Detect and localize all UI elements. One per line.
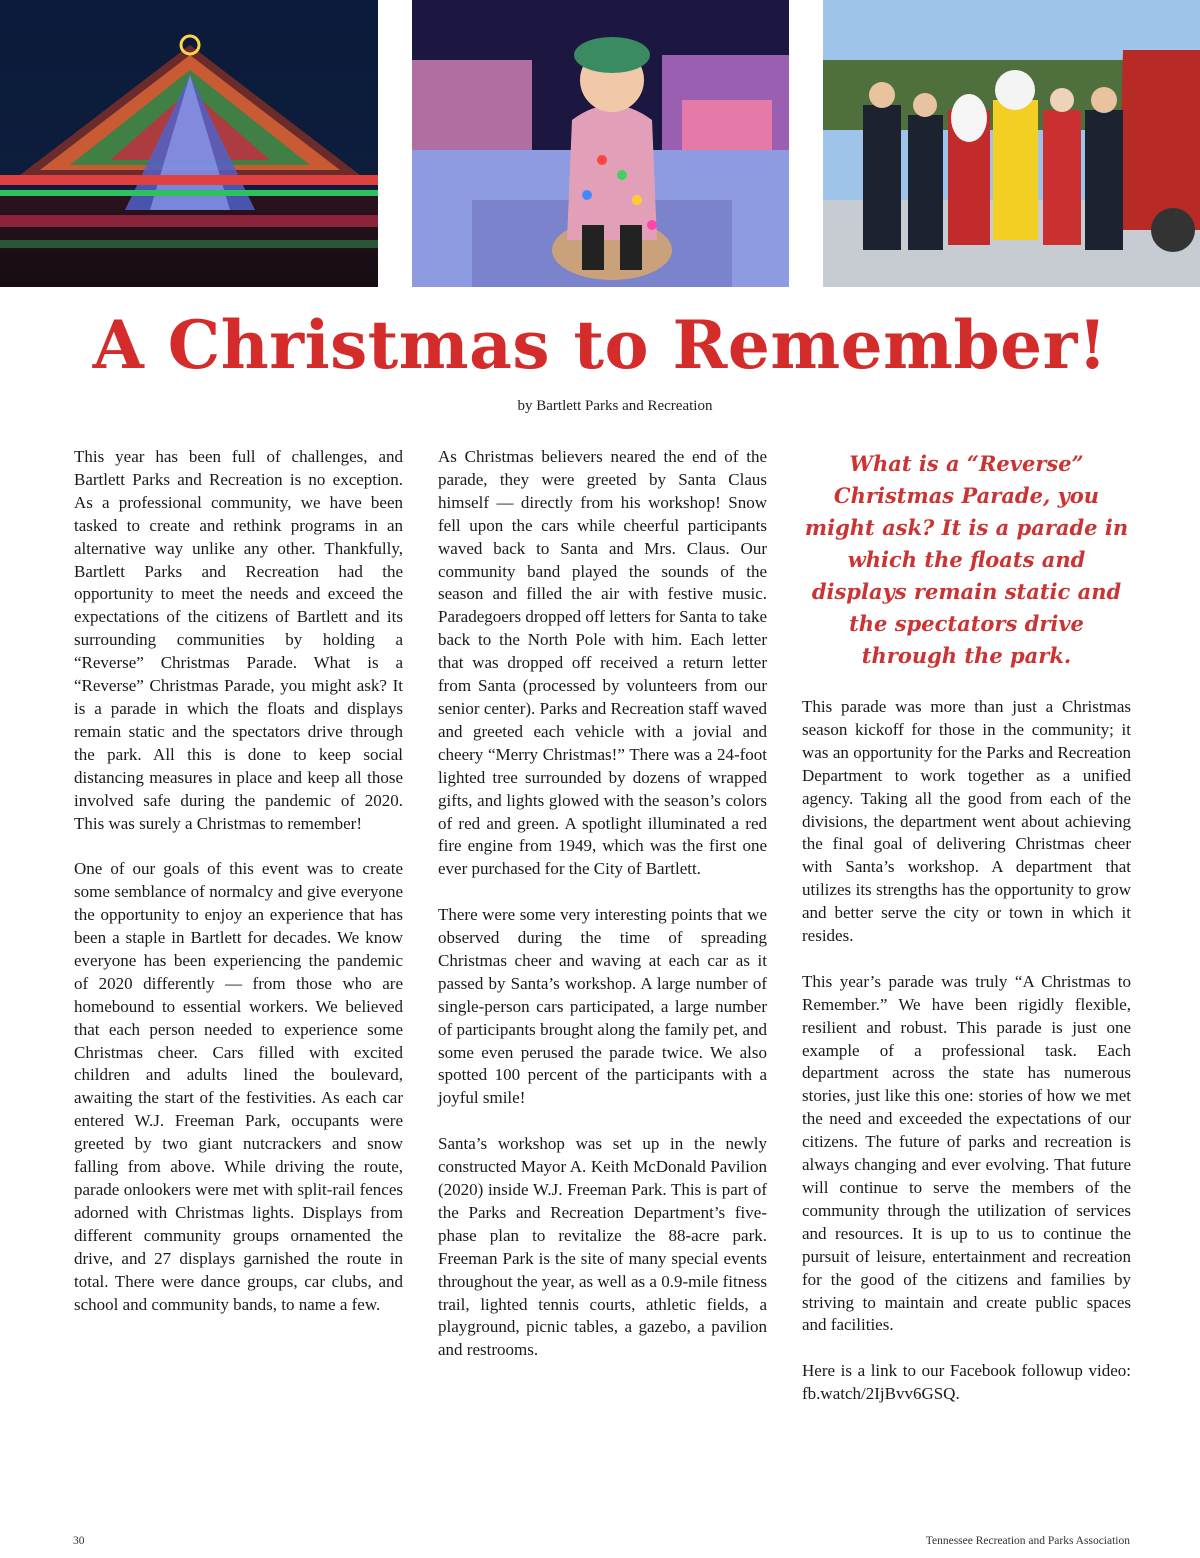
paragraph: This parade was more than just a Christmas season kickoff for those in the community; it was an opportunity for the Parks and Recreation Department to work together as a unified agency. Taking all the good from each of the divisions, the department went about achieving the final goal of delivering Christmas cheer with Santa’s workshop. A department that utilizes its strengths has the opportunity to grow and better serve the city or town in which it resides. xyxy=(802,697,1131,946)
article-column-1 xyxy=(74,446,403,1339)
paragraph: Santa’s workshop was set up in the newly constructed Mayor A. Keith McDonald Pavilion (2020) inside W.J. Freeman Park. This is part of the Parks and Recreation Department’s five-phase plan to revitalize the 88-acre park. Freeman Park is the site of many special events throughout the year, as well as a 0.9-mile fitness trail, lighted tennis courts, athletic fields, a playground, picnic tables, a gazebo, a pavilion and restrooms. xyxy=(438,1134,767,1360)
paragraph: One of our goals of this event was to create some semblance of normalcy and give everyone the opportunity to enjoy an experience that has been a staple in Bartlett for decades. We know everyone has been experiencing the pandemic of 2020 differently — from those who are homebound to essential workers. We believed that each person needed to experience some Christmas cheer. Cars filled with excited children and adults lined the boulevard, awaiting the start of the festivities. As each car entered W.J. Freeman Park, occupants were greeted by two giant nutcrackers and snow falling from above. While driving the route, parade onlookers were met with split-rail fences adorned with Christmas lights. Displays from different community groups ornamented the drive, and 27 displays garnished the route in total. There were dance groups, car clubs, and school and community bands, to name a few. xyxy=(74,859,403,1314)
publication-name: Tennessee Recreation and Parks Association xyxy=(925,1535,1130,1547)
santa-and-firefighters-photo xyxy=(823,0,1200,287)
article-column-2 xyxy=(438,446,767,1385)
paragraph: As Christmas believers neared the end of the parade, they were greeted by Santa Claus himself — directly from his workshop! Snow fell upon the cars while cheerful participants waved back to Santa and Mrs. Claus. Our community band played the sounds of the season and filled the air with festive music. Paradegoers dropped off letters for Santa to take back to the North Pole with him. Each letter that was dropped off received a return letter from Santa (processed by volunteers from our senior center). Parks and Recreation staff waved and greeted each vehicle with a jovial and cheery “Merry Christmas!” There was a 24-foot lighted tree surrounded by dozens of wrapped gifts, and lights glowed with the season’s colors of red and green. A spotlight illuminated a red fire engine from 1949, which was the first one ever purchased for the City of Bartlett. xyxy=(438,447,767,879)
pavilion-lights-photo xyxy=(0,0,378,287)
pull-quote: What is a “Reverse” Christmas Parade, you might ask? It is a parade in which the floats and displays remain static and the spectators drive through the park. xyxy=(804,451,1129,668)
page-number: 30 xyxy=(73,1535,85,1547)
paragraph: There were some very interesting points that we observed during the time of spreading Christmas cheer and waving at each car as it passed by Santa’s workshop. A large number of single-person cars participated, a large number of participants brought along the family pet, and some even perused the parade twice. We also spotted 100 percent of the participants with a joyful smile! xyxy=(438,905,767,1108)
paragraph: Here is a link to our Facebook followup video: fb.watch/2IjBvv6GSQ. xyxy=(802,1361,1131,1404)
paragraph: This year’s parade was truly “A Christmas to Remember.” We have been rigidly flexible, resilient and robust. This parade is just one example of a professional task. Each department across the state has numerous stories, just like this one: stories of how we met the need and exceeded the expectations of our citizens. The future of parks and recreation is always changing and ever evolving. That future will continue to serve the members of the community through the utilization of services and resources. It is up to us to continue the pursuit of leisure, entertainment and recreation for the good of the citizens and families by striving to maintain and create public spaces and facilities. xyxy=(802,971,1131,1335)
child-with-lights-photo xyxy=(412,0,789,287)
byline: by Bartlett Parks and Recreation xyxy=(517,398,713,414)
paragraph: This year has been full of challenges, and Bartlett Parks and Recreation is no exception. As a professional community, we have been tasked to create and rethink programs in an alternative way unlike any other. Thankfully, Bartlett Parks and Recreation had the opportunity to meet the needs and exceed the expectations of the citizens of Bartlett and its surrounding communities by holding a “Reverse” Christmas Parade. What is a “Reverse” Christmas Parade, you might ask? It is a parade in which the floats and displays remain static and the spectators drive through the park. All this is done to keep social distancing measures in place and keep all those involved safe during the pandemic of 2020. This was surely a Christmas to remember! xyxy=(74,447,403,833)
article-title: A Christmas to Remember! xyxy=(92,306,1108,384)
article-column-3 xyxy=(802,696,1131,1429)
